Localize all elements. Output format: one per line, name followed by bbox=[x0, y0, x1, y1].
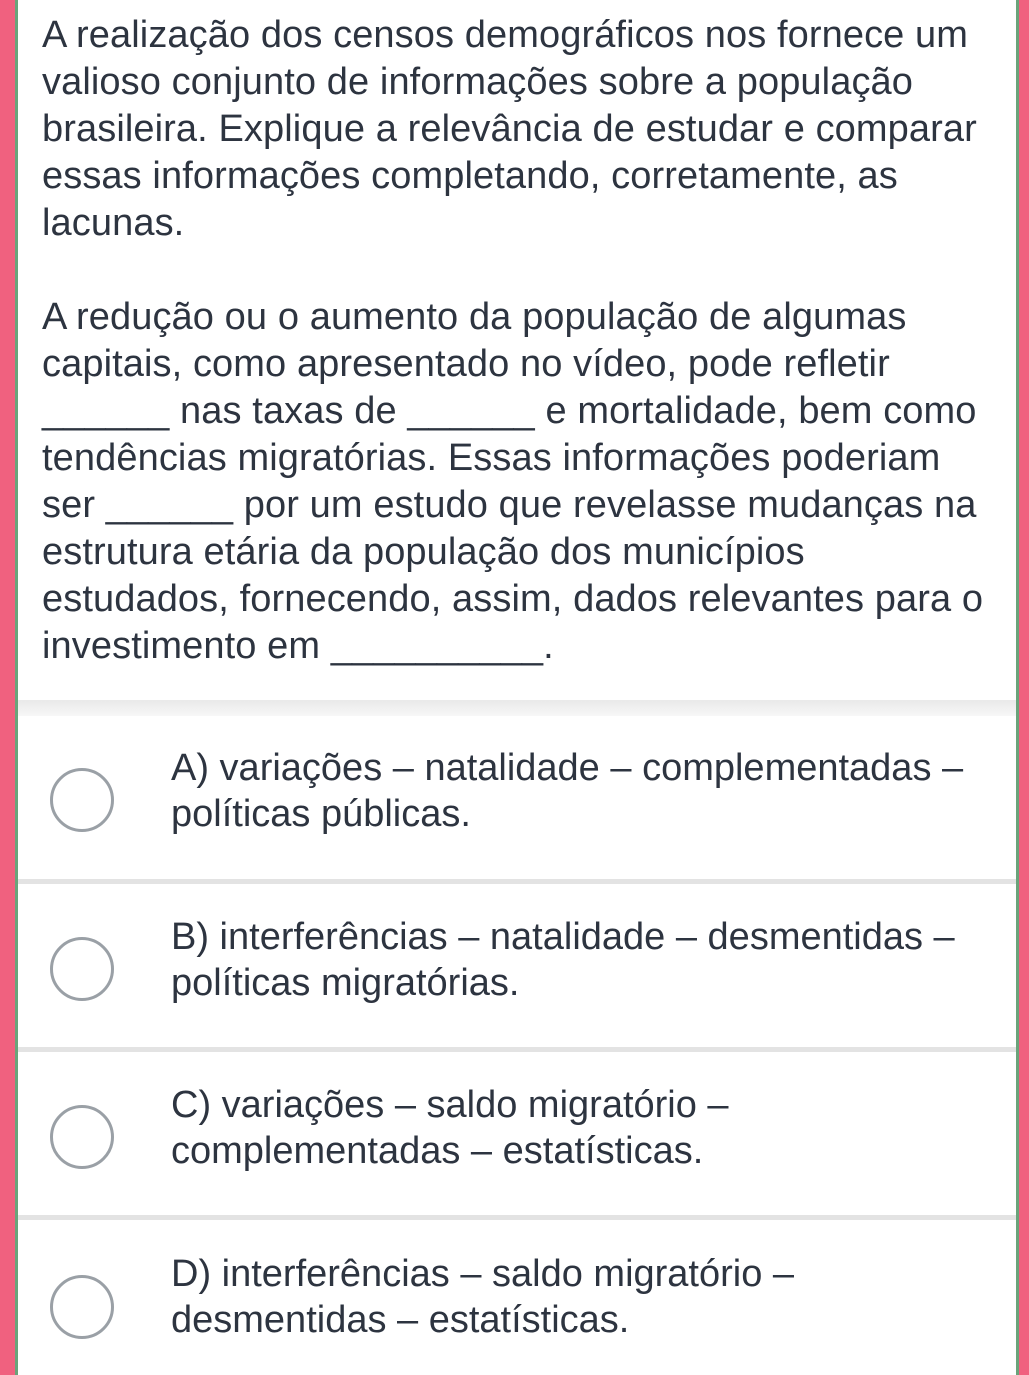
radio-circle-icon[interactable] bbox=[50, 1105, 114, 1169]
answer-options bbox=[18, 716, 1016, 1375]
option-d-label: D) interferências – saldo migratório – desmentidas – estatísticas. bbox=[171, 1253, 795, 1341]
question-intro: A realização dos censos demográficos nos fornece um valioso conjunto de informações sobre a população brasileira. Explique a relevância de estudar e comparar essas informações completando, corretamente, as lacunas. bbox=[42, 14, 977, 244]
radio-circle-icon[interactable] bbox=[50, 768, 114, 832]
radio-circle-icon[interactable] bbox=[50, 1275, 114, 1339]
question-text bbox=[18, 0, 1016, 700]
option-d[interactable] bbox=[18, 1220, 1016, 1375]
option-b-label: B) interferências – natalidade – desmentidas – políticas migratórias. bbox=[171, 916, 955, 1004]
option-a[interactable] bbox=[18, 716, 1016, 884]
radio-circle-icon[interactable] bbox=[50, 937, 114, 1001]
question-body: A redução ou o aumento da população de algumas capitais, como apresentado no vídeo, pode refletir ______ nas taxas de ______ e mortalidade, bem como tendências migratórias. Essas informações poderiam ser ______ por um estudo que revelasse mudanças na estrutura etária da população dos municípios estudados, fornecendo, assim, dados relevantes para o investimento em __________. bbox=[42, 296, 984, 667]
question-card bbox=[18, 0, 1016, 1375]
section-divider bbox=[18, 700, 1016, 716]
option-c[interactable] bbox=[18, 1052, 1016, 1220]
right-accent-line bbox=[1016, 0, 1019, 1375]
option-b[interactable] bbox=[18, 884, 1016, 1052]
option-c-label: C) variações – saldo migratório – complementadas – estatísticas. bbox=[171, 1084, 729, 1172]
option-a-label: A) variações – natalidade – complementadas – políticas públicas. bbox=[171, 747, 964, 835]
